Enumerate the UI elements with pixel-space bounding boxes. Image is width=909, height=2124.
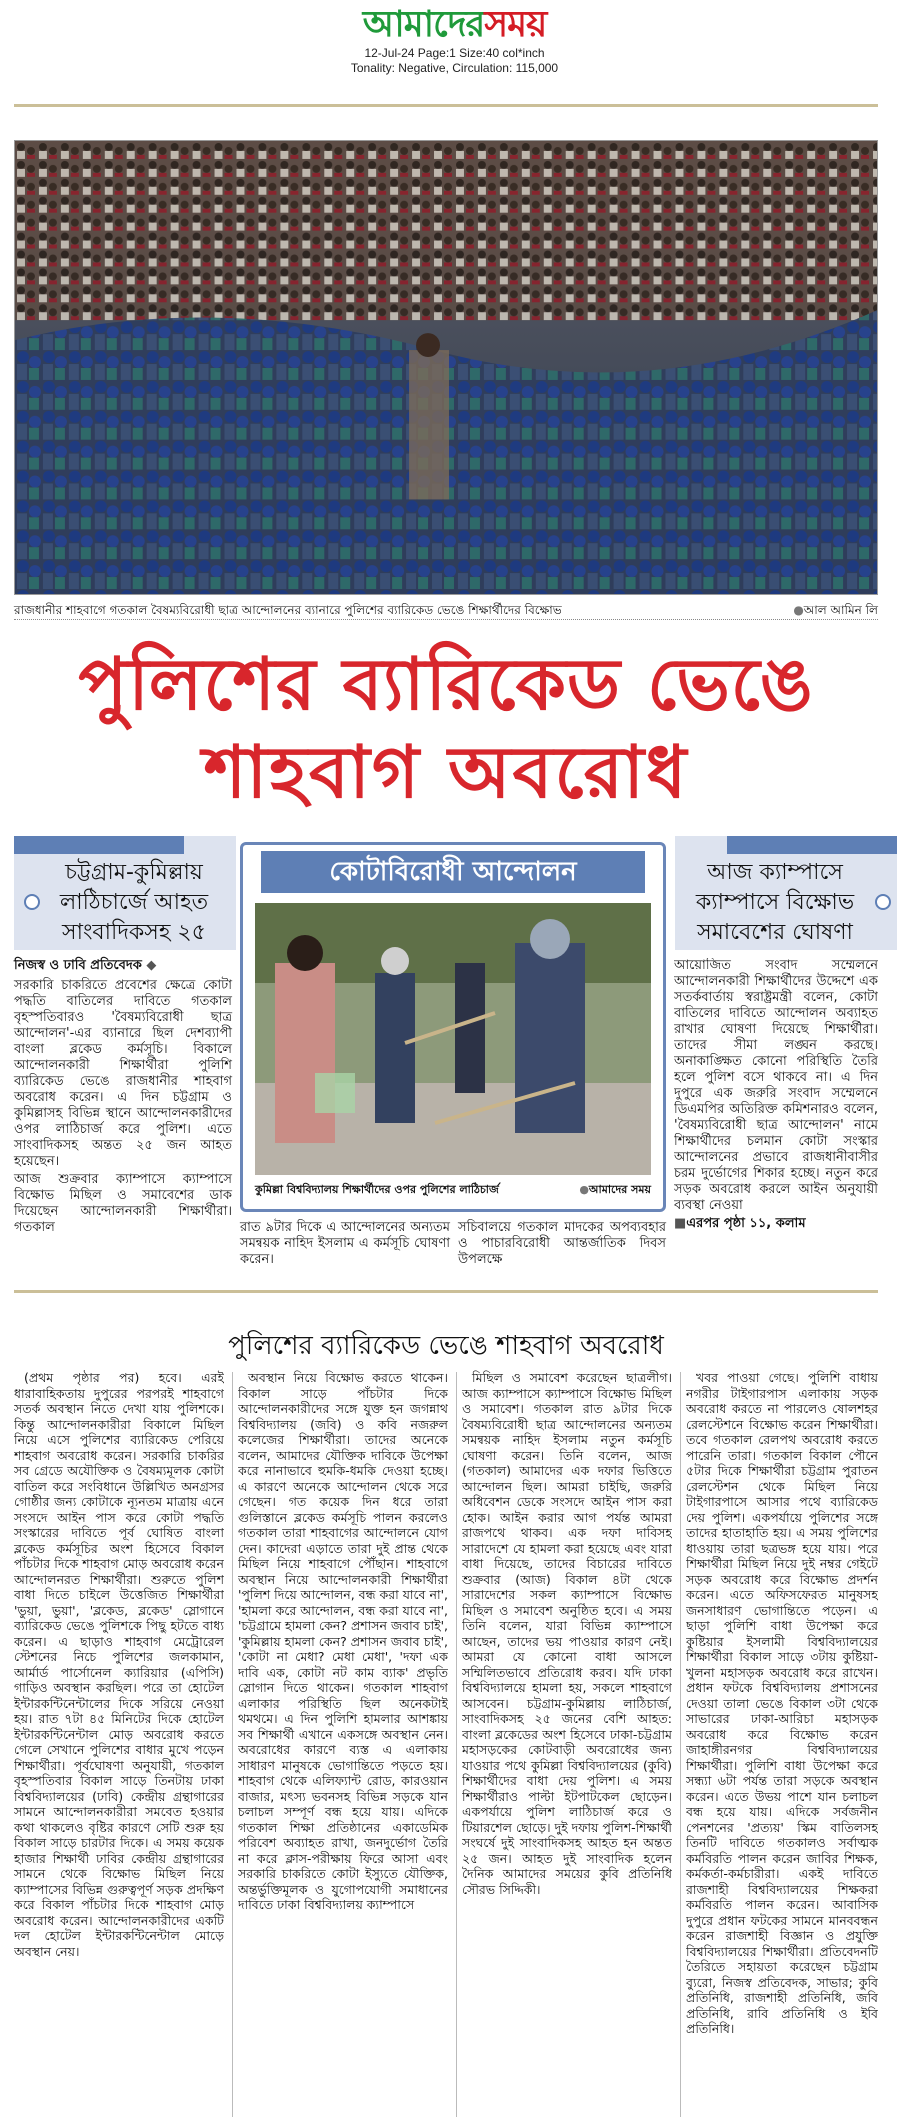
headline-line-1: পুলিশের ব্যারিকেড ভেঙে bbox=[78, 641, 814, 726]
clash-photo-illustration bbox=[255, 903, 651, 1175]
center-photo-caption-text: কুমিল্লা বিশ্ববিদ্যালয় শিক্ষার্থীদের ওপর পুলিশের লাঠিচার্জ bbox=[255, 1183, 499, 1196]
sidebar-box-left bbox=[14, 836, 236, 950]
byline: নিজস্ব ও ঢাবি প্রতিবেদক ◆ bbox=[14, 958, 232, 974]
continuation-column-2 bbox=[238, 1370, 448, 2120]
lead-right-column bbox=[674, 958, 878, 1270]
continuation-text-2: অবস্থান নিয়ে বিক্ষোভ করতে থাকেন। বিকাল সাড়ে পাঁচটার দিকে আন্দোলনকারীদের সঙ্গে যুক্ত হন জগন্নাথ বিশ্ববিদ্যালয় (জবি) ও কবি নজরুল কলেজের শিক্ষার্থীরা। তাদের অনেকে বলেন, আমাদের যৌক্তিক দাবিকে উপেক্ষা করে নানাভাবে হুমকি-ধমকি দেওয়া হচ্ছে। এ কারণে অনেকে আন্দোলন থেকে সরে গেছেন। গত কয়েক দিন ধরে তারা গুলিস্তানে ব্লকেড কর্মসূচি পালন করলেও গতকাল তারা শাহবাগের আন্দোলনে যোগ দেন। কাদেরা এড়াতে তারা দুই প্রান্ত থেকে মিছিল নিয়ে শাহবাগে পৌঁছান। শাহবাগে অবস্থান নিয়ে আন্দোলনকারী শিক্ষার্থীরা 'পুলিশ দিয়ে আন্দোলন, বন্ধ করা যাবে না', 'হামলা করে আন্দোলন, বন্ধ করা যাবে না', 'চট্টগ্রামে হামলা কেন? প্রশাসন জবাব চাই', 'কুমিল্লায় হামলা কেন? প্রশাসন জবাব চাই', 'কোটা না মেধা? মেধা মেধা', 'দফা এক দাবি এক, কোটা নট কাম ব্যাক' প্রভৃতি স্লোগান দিতে থাকেন। গতকাল শাহবাগ এলাকার পরিস্থিতি ছিল অনেকটাই থমথমে। এ দিন পুলিশি হামলার আশঙ্কায় সব শিক্ষার্থী এখানে একসঙ্গে অবস্থান নেন। অবরোধের কারণে ব্যস্ত এ এলাকায় সাধারণ মানুষকে ভোগান্তিতে পড়তে হয়। শাহবাগ থেকে এলিফ্যান্ট রোড, কারওয়ান বাজার, মৎস্য ভবনসহ বিভিন্ন সড়কে যান চলাচল সম্পূর্ণ বন্ধ হয়ে যায়। এদিকে গতকাল শিক্ষা প্রতিষ্ঠানের একাডেমিক পরিবেশ অব্যাহত রাখা, জনদুর্ভোগ তৈরি না করে ক্লাস-পরীক্ষায় ফিরে আসা এবং সরকারি চাকরিতে কোটা ইস্যুতে যৌক্তিক, অন্তর্ভুক্তিমূলক ও যুগোপযোগী সমাধানের দাবিতে ঢাকা বিশ্ববিদ্যালয় ক্যাম্পাসে bbox=[238, 1370, 448, 1912]
continuation-headline: পুলিশের ব্যারিকেড ভেঙে শাহবাগ অবরোধ bbox=[228, 1331, 664, 1361]
main-photo bbox=[14, 140, 878, 595]
under-box-text-2: সচিবালয়ে গতকাল মাদকের অপব্যবহার ও পাচারবিরোধী আন্তর্জাতিক দিবস উপলক্ষে bbox=[458, 1220, 666, 1267]
lead-left-column bbox=[14, 958, 232, 1235]
continuation-column-1 bbox=[14, 1370, 224, 2120]
main-headline bbox=[14, 640, 878, 816]
main-photo-credit: ● আল আমিন লি bbox=[793, 600, 878, 620]
center-photo-caption bbox=[255, 1179, 651, 1201]
main-photo-caption-text: রাজধানীর শাহবাগে গতকাল বৈষম্যবিরোধী ছাত্র আন্দোলনের ব্যানারে পুলিশের ব্যারিকেড ভেঙে শিক্ষার্থীদের বিক্ষোভ bbox=[14, 603, 562, 617]
column-divider bbox=[680, 1372, 681, 2117]
logo-part-green: আমাদের bbox=[362, 3, 485, 45]
sidebar-box-tab bbox=[14, 836, 184, 854]
center-feature-box bbox=[240, 842, 666, 1212]
lead-paragraph-2: আজ শুক্রবার ক্যাম্পাসে ক্যাম্পাসে বিক্ষোভ মিছিল ও সমাবেশের ডাক দিয়েছেন আন্দোলনকারী শিক্ষার্থীরা। গতকাল bbox=[14, 1172, 232, 1235]
lead-paragraph-1: সরকারি চাকরিতে প্রবেশের ক্ষেত্রে কোটা পদ্ধতি বাতিলের দাবিতে গতকাল বৃহস্পতিবারও 'বৈষম্যবিরোধী ছাত্র আন্দোলন'-এর ব্যানারে ছিল দেশব্যাপী বাংলা ব্লকেড কর্মসূচি। বিকালে আন্দোলনকারী শিক্ষার্থীরা পুলিশি ব্যারিকেড ভেঙে রাজধানীর শাহবাগ অবরোধ করেন। এ দিন চট্টগ্রাম ও কুমিল্লাসহ বিভিন্ন স্থানে আন্দোলনকারীদের ওপর লাঠিচার্জ করে পুলিশ। এতে সাংবাদিকসহ অন্তত ২৫ জন আহত হয়েছেন। bbox=[14, 978, 232, 1169]
center-photo-credit: ● আমাদের সময় bbox=[579, 1179, 651, 1201]
lead-right-paragraph: আয়োজিত সংবাদ সম্মেলনে আন্দোলনকারী শিক্ষার্থীদের উদ্দেশে এক সতর্কবার্তায় স্বরাষ্ট্রমন্ত্রী বলেন, কোটা বাতিলের দাবিতে আন্দোলন অব্যাহত রাখার ঘোষণা দিয়েছে শিক্ষার্থীরা। তাদের সীমা লঙ্ঘন করছে। অনাকাঙ্ক্ষিত কোনো পরিস্থিতি তৈরি হলে পুলিশ বসে থাকবে না। এ দিন দুপুরে এক জরুরি সংবাদ সম্মেলনে ডিএমপির অতিরিক্ত কমিশনারও বলেন, 'বৈষম্যবিরোধী ছাত্র আন্দোলন' নামে শিক্ষার্থীদের চলমান কোটা সংস্কার আন্দোলনের প্রভাবে রাজধানীবাসীর চরম দুর্ভোগের শিকার হচ্ছে। নতুন করে সড়ক অবরোধ করলে আইন অনুযায়ী ব্যবস্থা নেওয়া bbox=[674, 958, 878, 1213]
sidebar-box-right bbox=[675, 836, 897, 950]
masthead bbox=[0, 0, 909, 100]
under-box-text-1: রাত ৯টার দিকে এ আন্দোলনের অন্যতম সমন্বয়ক নাহিদ ইসলাম এ কর্মসূচি ঘোষণা করেন। bbox=[240, 1220, 450, 1267]
continuation-text-3: মিছিল ও সমাবেশ করেছেন ছাত্রলীগ। আজ ক্যাম্পাসে ক্যাম্পাসে বিক্ষোভ মিছিল ও সমাবেশ। গতকাল রাত ৯টার দিকে বৈষম্যবিরোধী ছাত্র আন্দোলনের অন্যতম সমন্বয়ক নাহিদ ইসলাম নতুন কর্মসূচি ঘোষণা করেন। তিনি বলেন, আজ (গতকাল) আমাদের এক দফার ভিত্তিতে আন্দোলন ছিল। আমরা চাইছি, জরুরি অধিবেশন ডেকে সংসদে আইন পাস করা হোক। আইন করার আগ পর্যন্ত আমরা রাজপথে থাকব। এক দফা দাবিসহ সারাদেশে যে হামলা করা হয়েছে এবং যারা বাধা দিয়েছে, তাদের বিচারের দাবিতে শুক্রবার (আজ) বিকাল ৪টা থেকে সারাদেশের সকল ক্যাম্পাসে বিক্ষোভ মিছিল ও সমাবেশ অনুষ্ঠিত হবে। এ সময় তিনি বলেন, যারা বিভিন্ন ক্যাম্পাসে আছেন, তাদের ভয় পাওয়ার কারণ নেই। আমরা যে কোনো বাধা আসলে সম্মিলিতভাবে প্রতিরোধ করব। যদি ঢাকা বিশ্ববিদ্যালয়ে হামলা হয়, সকলে শাহবাগে আসবেন। চট্টগ্রাম-কুমিল্লায় লাঠিচার্জ, সাংবাদিকসহ ২৫ জনের বেশি আহত: বাংলা ব্লকেডের অংশ হিসেবে ঢাকা-চট্টগ্রাম মহাসড়কের কোটবাড়ী অবরোধের জন্য যাওয়ার পথে কুমিল্লা বিশ্ববিদ্যালয়ের (কুবি) শিক্ষার্থীদের বাধা দেয় পুলিশ। এ সময় শিক্ষার্থীরাও পাল্টা ইটপাটকেল ছোড়েন। একপর্যায়ে পুলিশ লাঠিচার্জ করে ও টিয়ারশেল ছোড়ে। দুই দফায় পুলিশ-শিক্ষার্থী সংঘর্ষে দুই সাংবাদিকসহ আহত হন অন্তত ২৫ জন। আহত দুই সাংবাদিক হলেন দৈনিক আমাদের সময়ের কুবি প্রতিনিধি সৌরভ সিদ্দিকী। bbox=[462, 1370, 672, 1897]
center-photo bbox=[255, 903, 651, 1175]
logo-part-red: সময় bbox=[484, 3, 547, 45]
section-rule bbox=[14, 1290, 878, 1293]
continuation-column-3 bbox=[462, 1370, 672, 2120]
main-photo-caption bbox=[14, 600, 878, 620]
crowd-photo-illustration bbox=[15, 141, 877, 594]
continuation-column-4 bbox=[686, 1370, 878, 2120]
jump-line: ■ এরপর পৃষ্ঠা ১১, কলাম bbox=[674, 1216, 878, 1232]
circle-bullet-icon bbox=[875, 894, 891, 910]
sidebar-box-tab bbox=[727, 836, 897, 854]
lead-under-box-col1 bbox=[240, 1220, 450, 1270]
clip-meta-line1: 12-Jul-24 Page:1 Size:40 col*inch bbox=[364, 46, 545, 60]
column-divider bbox=[232, 1372, 233, 2117]
center-box-label: কোটাবিরোধী আন্দোলন bbox=[261, 851, 645, 893]
column-divider bbox=[456, 1372, 457, 2117]
continuation-text-4: খবর পাওয়া গেছে। পুলিশি বাধায় নগরীর টাইগারপাস এলাকায় সড়ক অবরোধ করতে না পারলেও ষোলশহর রেলস্টেশনে বিক্ষোভ করেন শিক্ষার্থীরা। তবে গতকাল রেলপথ অবরোধ করতে পারেনি তারা। গতকাল বিকাল পৌনে ৫টার দিকে শিক্ষার্থীরা চট্টগ্রাম পুরাতন রেলস্টেশন থেকে মিছিল নিয়ে টাইগারপাসে আসার পথে ব্যারিকেড দেয় পুলিশ। একপর্যায়ে পুলিশের সঙ্গে তাদের হাতাহাতি হয়। এ সময় পুলিশের ধাওয়ায় তারা ছত্রভঙ্গ হয়ে যায়। পরে শিক্ষার্থীরা মিছিল নিয়ে দুই নম্বর গেইটে সড়ক অবরোধ করে বিক্ষোভ প্রদর্শন করেন। এতে অফিসফেরত মানুষসহ জনসাধারণ ভোগান্তিতে পড়েন। এ ছাড়া পুলিশি বাধা উপেক্ষা করে কুষ্টিয়ার ইসলামী বিশ্ববিদ্যালয়ের শিক্ষার্থীরা বিকাল সাড়ে ৩টায় কুষ্টিয়া-খুলনা মহাসড়ক অবরোধ করে রাখেন। প্রধান ফটকে বিশ্ববিদ্যালয় প্রশাসনের দেওয়া তালা ভেঙে বিকাল ৩টা থেকে সাভারের ঢাকা-আরিচা মহাসড়ক অবরোধ করে বিক্ষোভ করেন জাহাঙ্গীরনগর বিশ্ববিদ্যালয়ের শিক্ষার্থীরা। পুলিশি বাধা উপেক্ষা করে সন্ধ্যা ৬টা পর্যন্ত তারা সড়কে অবস্থান করেন। এতে উভয় পাশে যান চলাচল বন্ধ হয়ে যায়। এদিকে সর্বজনীন পেনশনের 'প্রত্যয়' স্কিম বাতিলসহ তিনটি দাবিতে গতকালও সর্বাত্মক কর্মবিরতি পালন করেন জাবির শিক্ষক, কর্মকর্তা-কর্মচারীরা। একই দাবিতে রাজশাহী বিশ্ববিদ্যালয়ের শিক্ষকরা কর্মবিরতি পালন করেন। আবাসিক দুপুরে প্রধান ফটকের সামনে মানববন্ধন করেন রাজশাহী বিজ্ঞান ও প্রযুক্তি বিশ্ববিদ্যালয়ের শিক্ষার্থীরা। প্রতিবেদনটি তৈরিতে সহায়তা করেছেন চট্টগ্রাম ব্যুরো, নিজস্ব প্রতিবেদক, সাভার; কুবি প্রতিনিধি, রাজশাহী প্রতিনিধি, জবি প্রতিনিধি, রাবি প্রতিনিধি ও ইবি প্রতিনিধি। bbox=[686, 1370, 878, 2036]
newspaper-logo bbox=[363, 2, 547, 46]
sidebar-box-left-text: চট্টগ্রাম-কুমিল্লায় লাঠিচার্জে আহত সাংবাদিকসহ ২৫ bbox=[59, 860, 209, 945]
top-rule bbox=[14, 104, 878, 107]
lead-under-box-col2 bbox=[458, 1220, 666, 1270]
clip-meta-line2: Tonality: Negative, Circulation: 115,000 bbox=[350, 61, 559, 75]
continuation-text-1: (প্রথম পৃষ্ঠার পর) হবে। এরই ধারাবাহিকতায় দুপুরের পরপরই শাহবাগে সতর্ক অবস্থান নিতে দেখা যায় পুলিশকে। কিন্তু আন্দোলনকারীরা বিকালে মিছিল নিয়ে এসে পুলিশের ব্যারিকেড পেরিয়ে শাহবাগ অবরোধ করেন। সরকারি চাকরির সব গ্রেডে অযৌক্তিক ও বৈষম্যমূলক কোটা বাতিল করে সংবিধানে উল্লিখিত অনগ্রসর গোষ্ঠীর জন্য কোটাকে ন্যূনতম মাত্রায় এনে সংসদে আইন পাস করে কোটা পদ্ধতি সংস্কারের দাবিতে পূর্ব ঘোষিত বাংলা ব্লকেড কর্মসূচির অংশ হিসেবে বিকাল পাঁচটার দিকে শাহবাগ মোড় অবরোধ করেন আন্দোলনরত শিক্ষার্থীরা। শুরুতে পুলিশ বাধা দিতে চাইলে উত্তেজিত শিক্ষার্থীরা 'ভুয়া, ভুয়া', 'ব্লকেড, ব্লকেড' স্লোগানে ব্যারিকেড ভেঙে পুলিশকে পিছু হটতে বাধ্য করেন। এ ছাড়াও শাহবাগ মেট্রোরেল স্টেশনের নিচে পুলিশের জলকামান, আর্মার্ড পার্সোনেল ক্যারিয়ার (এপিসি) গাড়িও অবস্থান করছিল। পরে তা হোটেল ইন্টারকন্টিনেন্টালের দিকে সরিয়ে নেওয়া হয়। রাত ৭টা ৪৫ মিনিটের দিকে হোটেল ইন্টারকন্টিনেন্টাল মোড় অবরোধ করতে গেলে সেখানে পুলিশের বাধার মুখে পড়েন শিক্ষার্থীরা। পূর্বঘোষণা অনুযায়ী, গতকাল বৃহস্পতিবার বিকাল সাড়ে তিনটায় ঢাকা বিশ্ববিদ্যালয়ের (ঢাবি) কেন্দ্রীয় গ্রন্থাগারের সামনে আন্দোলনকারীরা সমবেত হওয়ার কথা থাকলেও বৃষ্টির কারণে সেটি শুরু হয় বিকাল সাড়ে চারটার দিকে। এ সময় কয়েক হাজার শিক্ষার্থী ঢাবির কেন্দ্রীয় গ্রন্থাগারের সামনে থেকে বিক্ষোভ মিছিল নিয়ে ক্যাম্পাসের বিভিন্ন গুরুত্বপূর্ণ সড়ক প্রদক্ষিণ করে বিকাল পাঁচটার দিকে শাহবাগ মোড় অবরোধ করেন। আন্দোলনকারীদের একটি দল হোটেল ইন্টারকন্টিনেন্টাল মোড়ে অবস্থান নেয়। bbox=[14, 1370, 224, 1959]
sidebar-box-right-text: আজ ক্যাম্পাসে ক্যাম্পাসে বিক্ষোভ সমাবেশের ঘোষণা bbox=[695, 860, 855, 945]
headline-line-2: শাহবাগ অবরোধ bbox=[203, 729, 689, 814]
